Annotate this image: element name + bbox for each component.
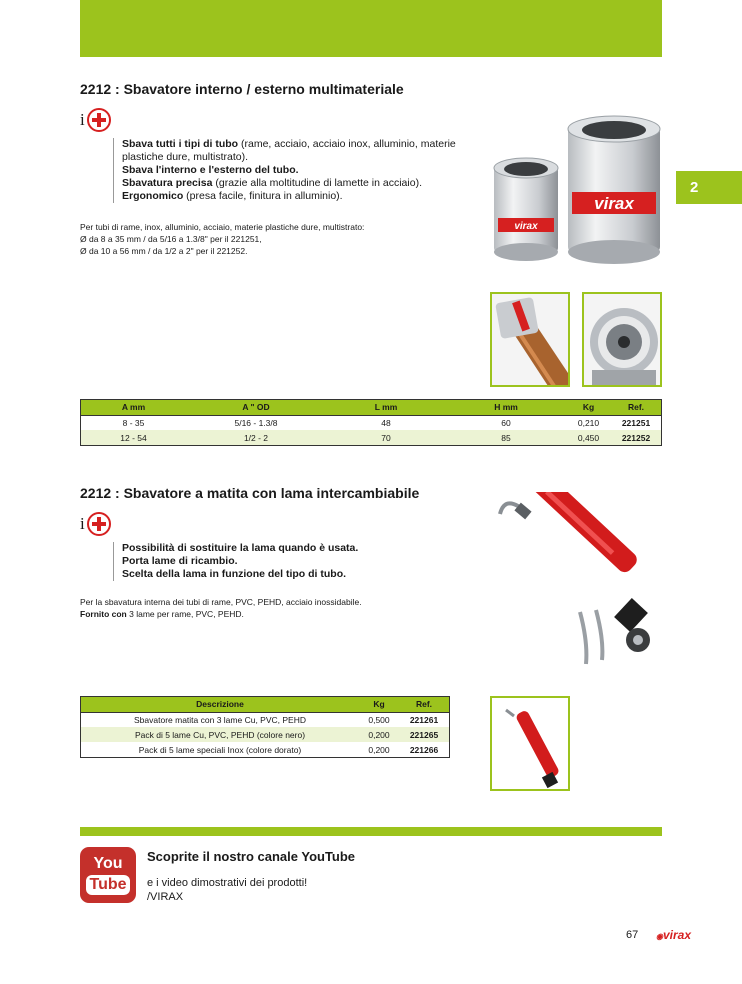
section1-notes — [80, 221, 440, 257]
section1-title: 2212 : Sbavatore interno / esterno multimateriale — [80, 81, 404, 97]
virax-logo: ◉virax — [656, 928, 692, 942]
spec-table-1 — [80, 399, 662, 446]
col-header: Kg — [566, 400, 611, 415]
page-number: 67 — [626, 929, 639, 941]
youtube-logo-top: You — [93, 855, 123, 872]
feature-item: Ergonomico (presa facile, finitura in alluminio). — [122, 190, 343, 202]
section1-info — [80, 108, 111, 132]
youtube-channel-link[interactable]: /VIRAX — [147, 891, 184, 903]
table-header-row — [81, 400, 661, 415]
table-row: 12 - 54 1/2 - 2 70 85 0,450 221252 — [81, 430, 661, 445]
col-header: L mm — [326, 400, 446, 415]
info-letter: i — [80, 110, 85, 129]
reamer-small-logo: virax — [514, 221, 538, 232]
reamer-large-logo: virax — [594, 194, 634, 213]
feature-item: Porta lame di ricambio. — [122, 555, 238, 567]
feature-item: Sbava l'interno e l'esterno del tubo. — [122, 164, 299, 176]
photo-external-deburring — [490, 292, 570, 387]
header-band — [80, 0, 662, 57]
youtube-logo-bottom: Tube — [86, 875, 129, 895]
table-row: Pack di 5 lame speciali Inox (colore dorato) 0,200 221266 — [138, 744, 439, 755]
table-row: Sbavatore matita con 3 lame Cu, PVC, PEHD 0,500 221261 — [134, 714, 439, 725]
youtube-text — [147, 876, 307, 904]
youtube-line: e i video dimostrativi dei prodotti! — [147, 877, 308, 889]
col-header: Descrizione — [81, 697, 359, 712]
table-header-row — [81, 697, 449, 712]
swiss-cross-icon — [87, 512, 111, 536]
reamer-product-image — [488, 112, 668, 272]
note-line: Per la sbavatura interna dei tubi di rame, PVC, PEHD, acciaio inossidabile. — [80, 597, 362, 607]
footer-band — [80, 827, 662, 836]
pencil-deburrer-image — [490, 492, 670, 672]
section1-features — [113, 138, 463, 203]
section2-features — [113, 542, 443, 581]
youtube-title[interactable]: Scoprite il nostro canale YouTube — [147, 849, 356, 864]
note-line: Fornito con 3 lame per rame, PVC, PEHD. — [80, 609, 244, 619]
table-row: Pack di 5 lame Cu, PVC, PEHD (colore nero) 0,200 221265 — [81, 727, 449, 742]
section2-title: 2212 : Sbavatore a matita con lama intercambiabile — [80, 485, 420, 501]
table-row: 8 - 35 5/16 - 1.3/8 48 60 0,210 221251 — [122, 417, 651, 428]
feature-item: Sbavatura precisa (grazie alla moltitudine di lamette in acciaio). — [122, 177, 422, 189]
youtube-logo[interactable] — [80, 847, 136, 903]
section2-info — [80, 512, 111, 536]
feature-item: Sbava tutti i tipi di tubo (rame, acciaio, acciaio inox, alluminio, materie plastiche dure, multistrato). — [122, 138, 456, 163]
section2-notes — [80, 596, 460, 620]
info-letter: i — [80, 514, 85, 533]
spec-table-2 — [80, 696, 450, 758]
feature-item: Scelta della lama in funzione del tipo di tubo. — [122, 568, 347, 580]
feature-item: Possibilità di sostituire la lama quando è usata. — [122, 542, 359, 554]
note-line: Ø da 8 a 35 mm / da 5/16 a 1.3/8" per il 221251, — [80, 234, 262, 244]
col-header: H mm — [446, 400, 566, 415]
chapter-tab[interactable] — [676, 171, 742, 204]
swiss-cross-icon — [87, 108, 111, 132]
chapter-tab-label: 2 — [690, 179, 699, 196]
photo-pencil-deburrer — [490, 696, 570, 791]
col-header: A mm — [81, 400, 186, 415]
col-header: A " OD — [186, 400, 326, 415]
col-header: Ref. — [611, 400, 661, 415]
note-line: Per tubi di rame, inox, alluminio, acciaio, materie plastiche dure, multistrato: — [80, 222, 365, 232]
note-line: Ø da 10 a 56 mm / da 1/2 a 2" per il 221252. — [80, 246, 248, 256]
photo-internal-deburring — [582, 292, 662, 387]
col-header: Ref. — [399, 697, 449, 712]
col-header: Kg — [359, 697, 399, 712]
